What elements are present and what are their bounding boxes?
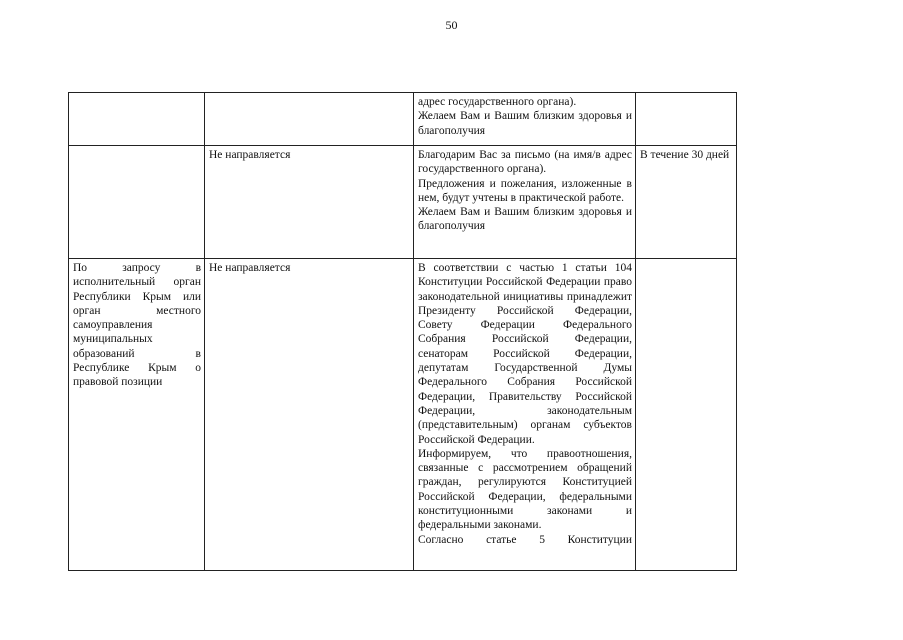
response-cell: [414, 93, 636, 146]
category-cell: [69, 259, 205, 571]
response-cell: [414, 259, 636, 571]
sending-text: Не направляется: [209, 149, 291, 161]
sending-cell: [205, 259, 414, 571]
sending-cell: [205, 146, 414, 259]
term-cell: [636, 259, 737, 571]
response-cell: [414, 146, 636, 259]
response-paragraph: Благодарим Вас за письмо (на имя/в адрес государственного органа).: [418, 149, 632, 176]
response-paragraph: Желаем Вам и Вашим близким здоровья и благополучия: [418, 206, 632, 233]
document-table: [68, 92, 737, 571]
page-number: 50: [445, 18, 458, 32]
response-paragraph: Желаем Вам и Вашим близким здоровья и благополучия: [418, 110, 632, 137]
response-paragraph: адрес государственного органа).: [418, 96, 577, 108]
response-paragraph: Согласно статье 5 Конституции: [418, 533, 632, 546]
term-cell: [636, 146, 737, 259]
table-row: [69, 259, 737, 571]
response-paragraph: Информируем, что правоотношения, связанные с рассмотрением обращений граждан, регулируются Конституцией Российской Федерации, федеральными конституционными законами и федеральными законами.: [418, 447, 632, 532]
sending-text: Не направляется: [209, 262, 291, 274]
table-row: [69, 93, 737, 146]
sending-cell: [205, 93, 414, 146]
category-text: По запросу в исполнительный орган Республики Крым или орган местного самоуправления муниципальных образований в Республике Крым о правовой позиции: [73, 262, 201, 389]
response-paragraph: Предложения и пожелания, изложенные в нем, будут учтены в практической работе.: [418, 177, 632, 204]
category-cell: [69, 93, 205, 146]
table-row: [69, 146, 737, 259]
term-cell: [636, 93, 737, 146]
category-cell: [69, 146, 205, 259]
response-paragraph: В соответствии с частью 1 статьи 104 Конституции Российской Федерации право законодательной инициативы принадлежит Президенту Российской Федерации, Совету Федерации Федерального Собрания Российской Федерации, сенаторам Российской Федерации, депутатам Государственной Думы Федерального Собрания Российской Федерации, Правительству Российской Федерации, законодательным (представительным) органам субъектов Российской Федерации.: [418, 262, 632, 446]
term-text: В течение 30 дней: [640, 149, 730, 161]
